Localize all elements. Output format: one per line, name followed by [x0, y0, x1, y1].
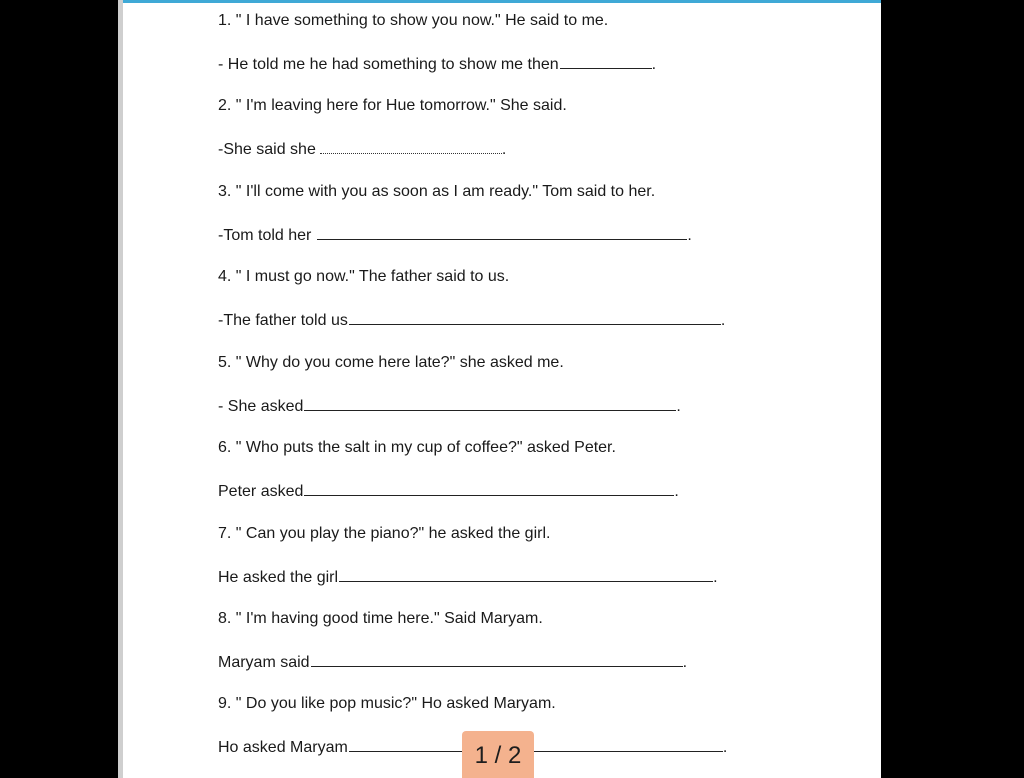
exercise-7-prompt: 7. " Can you play the piano?" he asked the girl. [218, 525, 551, 542]
exercise-4-answer [218, 308, 725, 332]
answer-suffix: . [713, 569, 718, 586]
answer-blank [349, 735, 723, 752]
answer-blank [339, 565, 713, 582]
page-left-shadow [118, 0, 123, 778]
exercise-8-answer [218, 650, 687, 674]
exercise-5-prompt: 5. " Why do you come here late?" she asked me. [218, 354, 564, 371]
answer-prefix: He asked the girl [218, 569, 339, 586]
answer-suffix: . [501, 141, 507, 158]
answer-prefix: -She said she [218, 141, 316, 158]
document-page [118, 0, 881, 778]
exercise-4-prompt: 4. " I must go now." The father said to us. [218, 268, 510, 285]
answer-suffix: . [720, 312, 726, 329]
answer-dotted-blank [320, 139, 502, 154]
answer-blank [304, 394, 676, 411]
page-number-badge: 1 / 2 [462, 731, 534, 778]
answer-prefix: -The father told us [218, 312, 348, 329]
exercise-6-prompt: 6. " Who puts the salt in my cup of coffee?" asked Peter. [218, 439, 616, 456]
answer-prefix: -Tom told her [218, 227, 312, 244]
exercise-2-prompt: 2. " I'm leaving here for Hue tomorrow." She said. [218, 97, 567, 114]
answer-blank [560, 52, 652, 69]
answer-prefix: - She asked [218, 398, 304, 415]
exercise-9-prompt: 9. " Do you like pop music?" Ho asked Maryam. [218, 695, 556, 712]
exercise-1-answer [218, 52, 656, 76]
exercise-1-prompt: 1. " I have something to show you now." He said to me. [218, 12, 609, 29]
answer-suffix: . [722, 739, 728, 756]
answer-suffix: . [676, 398, 681, 415]
exercise-7-answer [218, 565, 718, 589]
exercise-5-answer [218, 394, 681, 418]
exercise-3-prompt: 3. " I'll come with you as soon as I am ready." Tom said to her. [218, 183, 656, 200]
answer-blank [317, 223, 687, 240]
answer-blank [304, 479, 674, 496]
page-top-border [118, 0, 881, 3]
exercise-3-answer [218, 223, 692, 247]
exercise-8-prompt: 8. " I'm having good time here." Said Maryam. [218, 610, 543, 627]
answer-suffix: . [674, 483, 679, 500]
answer-blank [311, 650, 683, 667]
answer-prefix: - He told me he had something to show me then [218, 56, 559, 73]
answer-prefix: Maryam said [218, 654, 310, 671]
answer-suffix: . [687, 227, 692, 244]
exercise-2-answer [218, 138, 506, 162]
answer-prefix: Ho asked Maryam [218, 739, 348, 756]
answer-suffix: . [651, 56, 657, 73]
answer-suffix: . [682, 654, 688, 671]
answer-prefix: Peter asked [218, 483, 304, 500]
answer-blank [349, 308, 721, 325]
exercise-6-answer [218, 479, 679, 503]
